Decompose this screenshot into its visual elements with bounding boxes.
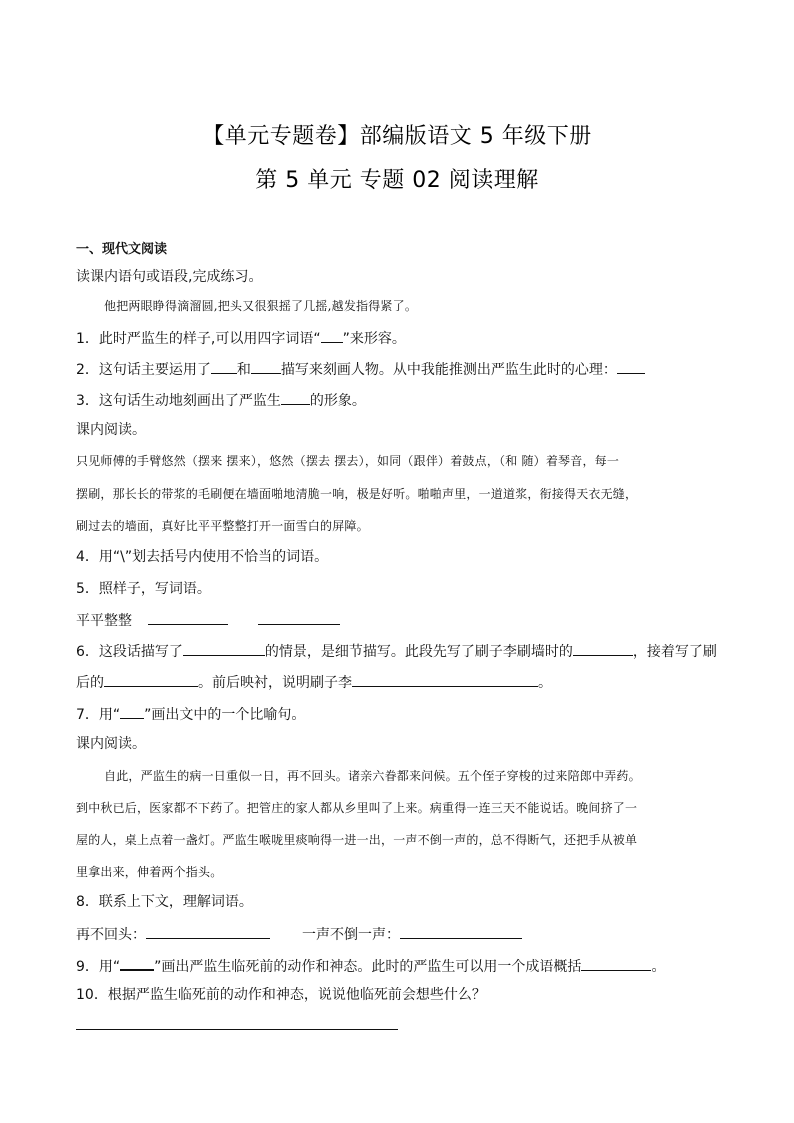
passage2-line-2: 摆刷，那长长的带浆的毛刷便在墙面啪地清脆一响，极是好听。啪啪声里，一道道浆，衔接得天衣无缝， <box>76 487 638 501</box>
question-5: 5．照样子，写词语。 <box>76 581 211 597</box>
question-6-text-c: ，接着写了刷 <box>632 644 717 660</box>
question-6-blank-1[interactable] <box>183 641 265 656</box>
example-word: 平平整整 <box>76 613 132 629</box>
question-6-continued <box>76 672 552 692</box>
section1-quote: 他把两眼睁得滴溜圆,把头又很狠摇了几摇,越发指得紧了。 <box>104 299 418 313</box>
passage3-line-1: 自此，严监生的病一日重似一日，再不回头。诸亲六眷都来问候。五个侄子穿梭的过来陪郎中弄药。 <box>104 769 641 783</box>
passage3-line-3: 屋的人，桌上点着一盏灯。严监生喉咙里痰响得一进一出，一声不倒一声的，总不得断气，还把手从被单 <box>76 833 638 847</box>
question-9-text-c: 。 <box>651 959 666 975</box>
question-2-text-a: 2．这句话主要运用了 <box>76 362 211 378</box>
section3-intro: 课内阅读。 <box>76 736 146 752</box>
question-1-blank[interactable] <box>321 328 343 343</box>
question-7-underline-sample <box>120 704 144 719</box>
question-8-blank-1[interactable] <box>146 924 270 939</box>
question-6-blank-4[interactable] <box>352 672 538 687</box>
worksheet-title: 【单元专题卷】部编版语文 5 年级下册 <box>202 124 592 149</box>
question-7-text-a: 7．用“ <box>76 707 121 723</box>
question-8-item-a: 再不回头： <box>76 927 146 943</box>
question-2 <box>76 359 645 379</box>
question-2-text-c: 描写来刻画人物。从中我能推测出严监生此时的心理： <box>280 362 617 378</box>
question-2-text-b: 和 <box>236 362 251 378</box>
question-10-answer-line[interactable] <box>76 1029 398 1030</box>
question-6-text-d: 后的 <box>76 675 104 691</box>
question-6-text-f: 。 <box>538 675 552 691</box>
question-5-blank-2[interactable] <box>258 610 340 625</box>
question-1-text-b: ”来形容。 <box>342 331 406 347</box>
question-8: 8．联系上下文，理解词语。 <box>76 894 253 910</box>
question-3-text-a: 3．这句话生动地刻画出了严监生 <box>76 393 281 409</box>
question-7-text-b: ”画出文中的一个比喻句。 <box>144 707 306 723</box>
question-10: 10．根据严监生临死前的动作和神态，说说他临死前会想些什么？ <box>76 987 486 1003</box>
passage3-line-4: 里拿出来，伸着两个指头。 <box>76 865 223 879</box>
question-6-text-e: 。前后映衬，说明刷子李 <box>198 675 352 691</box>
question-7 <box>76 704 305 724</box>
question-9-text-a: 9．用“ <box>76 959 121 975</box>
question-8-blank-2[interactable] <box>400 924 522 939</box>
passage3-line-2: 到中秋已后，医家都不下药了。把管庄的家人都从乡里叫了上来。病重得一连三天不能说话。晚间挤了一 <box>76 801 638 815</box>
question-1 <box>76 328 406 348</box>
question-9-text-b: ”画出严监生临死前的动作和神态。此时的严监生可以用一个成语概括 <box>154 959 582 975</box>
section2-intro: 课内阅读。 <box>76 422 146 438</box>
question-9-blank[interactable] <box>581 956 651 971</box>
question-6-blank-2[interactable] <box>573 641 633 656</box>
question-6-text-b: 的情景，是细节描写。此段先写了刷子李刷墙时的 <box>264 644 573 660</box>
question-1-text-a: 1．此时严监生的样子,可以用四字词语“ <box>76 331 321 347</box>
question-8-item-b: 一声不倒一声： <box>302 927 400 943</box>
question-6 <box>76 641 717 661</box>
passage2-line-1: 只见师傅的手臂悠然（摆来 摆来），悠然（摆去 摆去），如同（跟伴）着鼓点，（和 随）着琴音，每一 <box>76 454 620 468</box>
question-4: 4．用“\”划去括号内使用不恰当的词语。 <box>76 549 329 565</box>
question-9-underline-sample <box>120 955 154 971</box>
worksheet-subtitle: 第 5 单元 专题 02 阅读理解 <box>255 168 539 193</box>
question-3-blank[interactable] <box>281 390 310 405</box>
question-2-blank-2[interactable] <box>251 359 281 374</box>
question-9 <box>76 955 665 976</box>
question-5-blank-1[interactable] <box>148 610 228 625</box>
question-3-text-b: 的形象。 <box>309 393 366 409</box>
question-6-text-a: 6．这段话描写了 <box>76 644 183 660</box>
question-6-blank-3[interactable] <box>104 672 198 687</box>
question-8-items <box>76 924 522 944</box>
section-heading: 一、现代文阅读 <box>76 242 168 257</box>
question-3 <box>76 390 366 410</box>
question-2-blank-1[interactable] <box>211 359 237 374</box>
question-2-blank-3[interactable] <box>617 359 645 374</box>
question-5-example <box>76 610 340 630</box>
section1-intro: 读课内语句或语段,完成练习。 <box>76 269 263 285</box>
passage2-line-3: 刷过去的墙面，真好比平平整整打开一面雪白的屏障。 <box>76 519 369 533</box>
